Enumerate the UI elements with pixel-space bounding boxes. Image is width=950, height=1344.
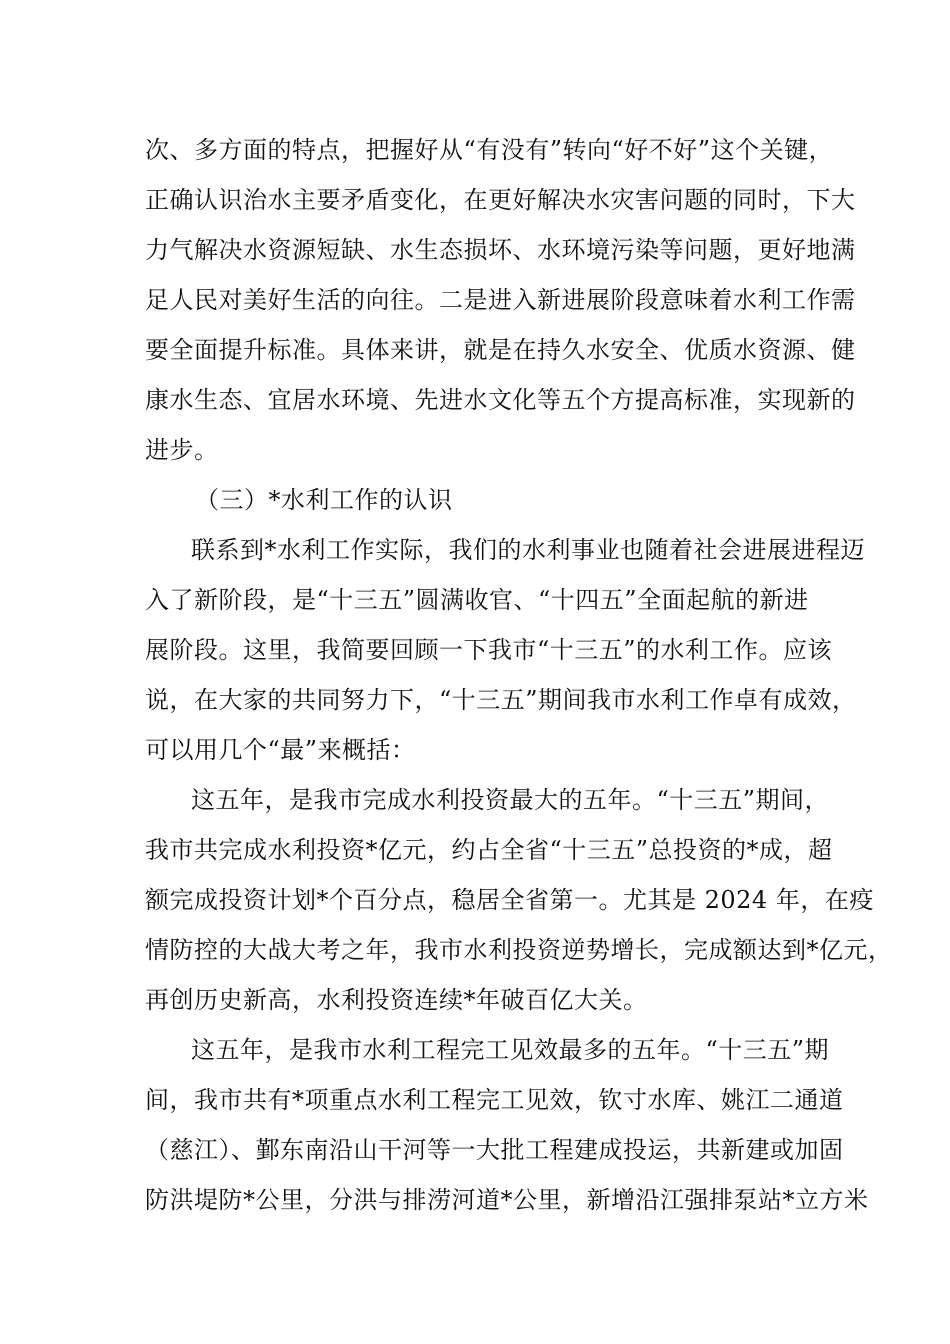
text-line: 防洪堤防*公里，分洪与排涝河道*公里，新增沿江强排泵站*立方米	[145, 1186, 869, 1214]
section-heading: （三）*水利工作的认识	[195, 486, 453, 514]
text-line: 间，我市共有*项重点水利工程完工见效，钦寸水库、姚江二通道	[145, 1086, 844, 1114]
text-line: 说，在大家的共同努力下，“十三五”期间我市水利工作卓有成效，	[145, 686, 857, 714]
text-line: 这五年，是我市完成水利投资最大的五年。“十三五”期间，	[191, 786, 830, 814]
text-line: 足人民对美好生活的向往。二是进入新进展阶段意味着水利工作需	[145, 286, 856, 314]
text-line: 康水生态、宜居水环境、先进水文化等五个方提高标准，实现新的	[145, 386, 856, 414]
text-line: 再创历史新高，水利投资连续*年破百亿大关。	[145, 986, 648, 1014]
text-line: 展阶段。这里，我简要回顾一下我市“十三五”的水利工作。应该	[145, 636, 833, 664]
text-line: 情防控的大战大考之年，我市水利投资逆势增长，完成额达到*亿元，	[145, 936, 893, 964]
text-line: 次、多方面的特点，把握好从“有没有”转向“好不好”这个关键，	[145, 136, 834, 164]
text-line: 进步。	[145, 436, 219, 464]
text-line: （慈江）、鄞东南沿山干河等一大批工程建成投运，共新建或加固	[145, 1136, 844, 1164]
text-line: 力气解决水资源短缺、水生态损坏、水环境污染等问题，更好地满	[145, 236, 856, 264]
text-line: 正确认识治水主要矛盾变化，在更好解决水灾害问题的同时，下大	[145, 186, 856, 214]
text-line: 这五年，是我市水利工程完工见效最多的五年。“十三五”期	[191, 1036, 830, 1064]
text-line: 我市共完成水利投资*亿元，约占全省“十三五”总投资的*成，超	[145, 836, 833, 864]
text-line: 入了新阶段，是“十三五”圆满收官、“十四五”全面起航的新进	[145, 586, 809, 614]
text-line: 要全面提升标准。具体来讲，就是在持久水安全、优质水资源、健	[145, 336, 856, 364]
text-line: 额完成投资计划*个百分点，稳居全省第一。尤其是 2024 年，在疫	[145, 886, 874, 914]
text-line: 联系到*水利工作实际，我们的水利事业也随着社会进展进程迈	[191, 536, 865, 564]
text-line: 可以用几个“最”来概括：	[145, 736, 416, 764]
